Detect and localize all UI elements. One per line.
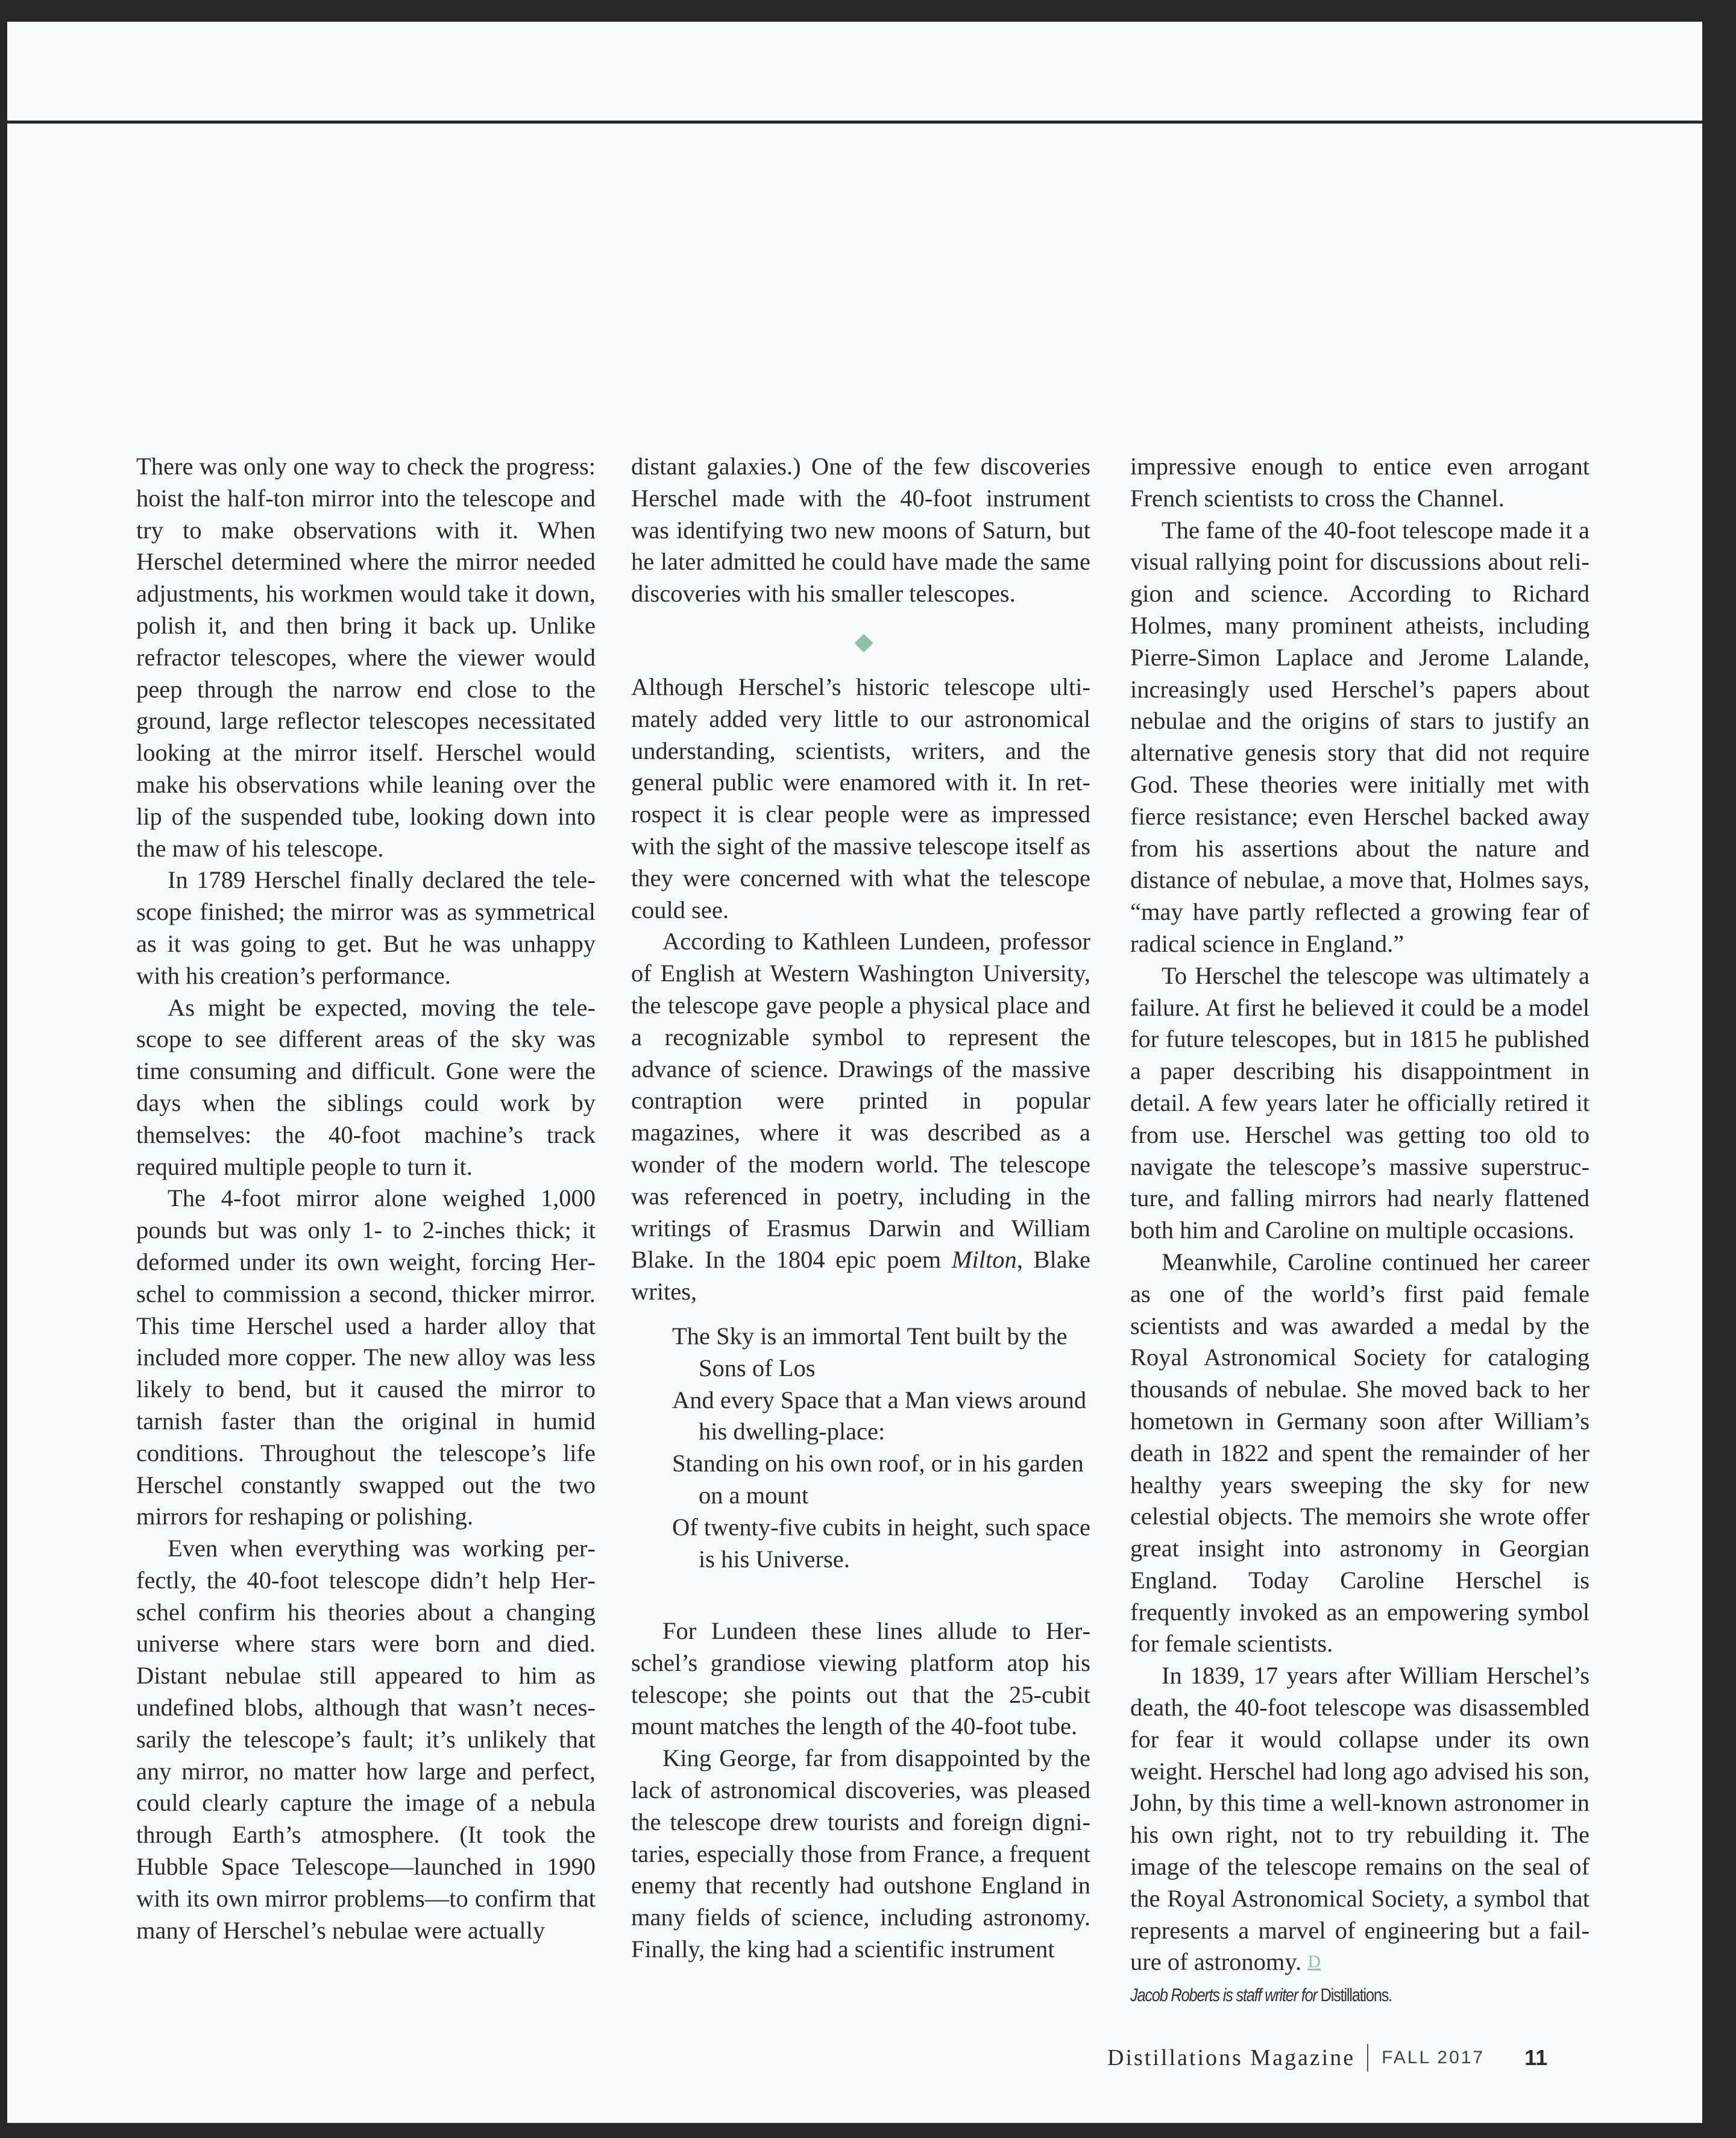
page-footer — [1107, 2040, 1547, 2076]
paragraph: As might be expected, moving the telescope to see different areas of the sky was time consuming and difficult. Gone were the days when the siblings could work by themselves: the 40-foot machine’s track required multiple people to turn it. — [136, 993, 596, 1180]
paragraph — [1130, 1660, 1590, 1978]
paragraph: impressive enough to entice even arrogant French scientists to cross the Channel. — [1130, 453, 1590, 512]
end-mark-icon: D — [1307, 1952, 1321, 1972]
paragraph: Although Herschel’s historic telescope ultimately added very little to our astronomical understanding, scientists, writers, and the general public were enamored with it. In retrospect it is clear people were as impressed with the sight of the massive telescope itself as they were concerned with what the telescope could see. — [631, 673, 1090, 923]
paragraph: King George, far from disappointed by the lack of astronomical discoveries, was pleased the telescope drew tourists and foreign dignitaries, especially those from France, a frequent enemy that recently had outshone England in many fields of science, including astronomy. Finally, the king had a scientific instrument — [631, 1744, 1090, 1963]
paragraph: In 1789 Herschel finally declared the telescope finished; the mirror was as symmetrical as it was going to get. But he was unhappy with his creation’s performance. — [136, 866, 596, 989]
paragraph: The fame of the 40-foot telescope made it a visual rallying point for discussions about religion and science. According to Richard Holmes, many prominent atheists, including Pierre-Simon Laplace and Jerome Lalande, increasingly used Herschel’s papers about nebulae and the origins of stars to justify an alternative genesis story that did not require God. These theories were initially met with fierce resistance; even Herschel backed away from his assertions about the nature and distance of nebulae, a move that, Holmes says, “may have partly reflected a growing fear of radical science in England.” — [1130, 516, 1590, 957]
paragraph: To Herschel the telescope was ultimately a failure. At first he believed it could be a model for future telescopes, but in 1815 he published a paper describing his disappointment in detail. A few years later he officially retired it from use. Herschel was getting too old to navigate the telescope’s massive superstructure, and falling mirrors had nearly flattened both him and Caroline on multiple occasions. — [1130, 961, 1590, 1244]
text: , Blake writes, — [631, 1246, 1090, 1306]
poem-line: Of twenty-five cubits in height, such space is his Universe. — [672, 1513, 1090, 1573]
column-2-mid — [631, 671, 1090, 1308]
paragraph: distant galaxies.) One of the few discoveries Herschel made with the 40-foot instrument was identifying two new moons of Saturn, but he later admitted he could have made the same discoveries with his smaller telescopes. — [631, 453, 1090, 608]
poem-line: The Sky is an immortal Tent built by the Sons of Los — [672, 1322, 1068, 1382]
paragraph: For Lundeen these lines allude to Herschel’s grandiose viewing platform atop his telescope; she points out that the 25-cubit mount matches the length of the 40-foot tube. — [631, 1617, 1090, 1740]
column-2-bottom — [631, 1615, 1090, 1966]
poem-line: Standing on his own roof, or in his garden on a mount — [672, 1450, 1084, 1509]
paragraph: Even when everything was working perfectly, the 40-foot telescope didn’t help Herschel confirm his theories about a changing universe where stars were born and died. Distant nebulae still appeared to him as undefined blobs, although that wasn’t necessarily the telescope’s fault; it’s unlikely that any mirror, no matter how large and perfect, could clearly capture the image of a nebula through Earth’s atmosphere. (It took the Hubble Space Telescope—launched in 1990 with its own mirror problems—to confirm that many of Herschel’s nebulae were actually — [136, 1535, 596, 1944]
poem-quote — [672, 1321, 1094, 1575]
text: In 1839, 17 years after William Herschel’s death, the 40-foot telescope was disassembled for fear it would collapse under its own weight. Herschel had long ago advised his son, John, by this time a well-known astronomer in his own right, not to try rebuilding it. The image of the telescope remains on the seal of the Royal Astronomical Society, a symbol that represents a marvel of engineering but a failure of astronomy. — [1130, 1662, 1590, 1976]
text: According to Kathleen Lundeen, professor of English at Western Washington University, the telescope gave people a physical place and a recognizable symbol to represent the advance of science. Drawings of the massive contraption were printed in popular magazines, where it was described as a wonder of the modern world. The telescope was referenced in poetry, including in the writings of Erasmus Darwin and William Blake. In the 1804 epic poem — [631, 928, 1090, 1274]
magazine-page — [7, 22, 1702, 2123]
author-byline — [1130, 1979, 1507, 2011]
column-1 — [136, 451, 596, 1946]
page-number: 11 — [1524, 2045, 1548, 2070]
byline-publication: Distillations. — [1320, 1984, 1392, 2006]
paragraph: There was only one way to check the progress: hoist the half-ton mirror into the telescope and try to make observations with it. When Herschel determined where the mirror needed adjustments, his workmen would take it down, polish it, and then bring it back up. Unlike refractor telescopes, where the viewer would peep through the narrow end close to the ground, large reflector telescopes necessitated looking at the mirror itself. Herschel would make his observations while leaning over the lip of the suspended tube, looking down into the maw of his telescope. — [136, 453, 596, 862]
byline-text: Jacob Roberts is staff writer for — [1130, 1984, 1321, 2006]
magazine-name: Distillations Magazine — [1107, 2045, 1356, 2070]
section-break-diamond-icon — [854, 634, 873, 652]
paragraph — [631, 926, 1090, 1308]
poem-line: And every Space that a Man views around his dwelling-place: — [672, 1386, 1087, 1445]
column-3 — [1130, 451, 1590, 2011]
footer-divider — [1367, 2044, 1368, 2072]
column-2-top — [631, 451, 1090, 610]
issue-label: FALL 2017 — [1382, 2048, 1485, 2067]
paragraph: The 4-foot mirror alone weighed 1,000 pounds but was only 1- to 2-inches thick; it deformed under its own weight, forcing Herschel to commission a second, thicker mirror. This time Herschel used a harder alloy that included more copper. The new alloy was less likely to bend, but it caused the mirror to tarnish faster than the original in humid conditions. Throughout the telescope’s life Herschel constantly swapped out the two mirrors for reshaping or polishing. — [136, 1184, 596, 1530]
header-rule — [7, 121, 1702, 124]
paragraph: Meanwhile, Caroline continued her career as one of the world’s first paid female scientists and was awarded a medal by the Royal Astronomical Society for cataloging thousands of nebulae. She moved back to her hometown in Germany soon after William’s death in 1822 and spent the remainder of her healthy years sweeping the sky for new celestial objects. The memoirs she wrote offer great insight into astronomy in Georgian England. Today Caroline Herschel is frequently invoked as an empowering symbol for female scientists. — [1130, 1248, 1590, 1658]
poem-title: Milton — [951, 1246, 1017, 1274]
